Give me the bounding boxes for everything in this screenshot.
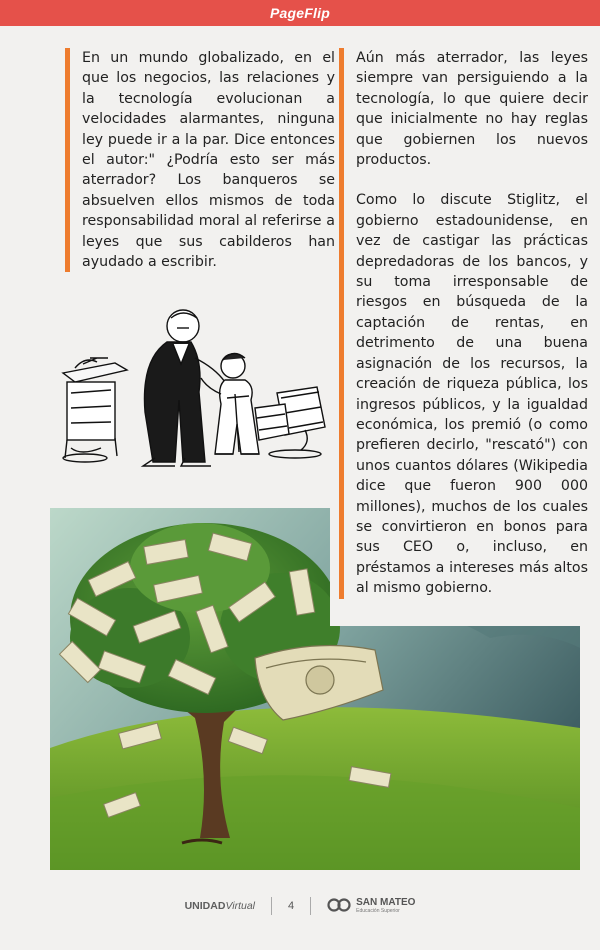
brand-left-bold: UNIDAD	[184, 900, 226, 912]
header-bar	[0, 0, 600, 26]
left-text-column	[65, 48, 335, 272]
footer-divider	[310, 897, 311, 915]
san-mateo-logo-icon	[327, 897, 351, 916]
right-paragraph-1: Aún más aterrador, las leyes siempre van persiguiendo a la tecnología, lo que quiere decir que inicialmente no hay reglas que gobiernen los nuevos productos.	[356, 50, 588, 169]
header-title: PageFlip	[270, 5, 330, 21]
brand-left-italic: Virtual	[225, 900, 256, 912]
right-paragraph-2: Como lo discute Stiglitz, el gobierno estadounidense, en vez de castigar las prácticas depredadoras de los bancos, y su toma irresponsable de riesgos en búsqueda de la captación de rentas, en detrimento de una buena asignación de los recursos, la creación de riqueza pública, los ingresos públicos, y la igualdad económica, los premió (o como prefieren decirlo, "rescató") con unos cuantos dólares (Wikipedia dice que fueron 900 000 millones), muchos de los cuales se convirtieron en bonos para sus CEO o, incluso, en préstamos a intereses más altos al mismo gobierno.	[356, 192, 588, 597]
unidad-virtual-logo	[185, 900, 255, 912]
footer-divider	[271, 897, 272, 915]
left-paragraph: En un mundo globalizado, en el que los negocios, las relaciones y la tecnología evolucionan a velocidades alarmantes, ninguna ley puede ir a la par. Dice entonces el autor:" ¿Podría esto ser más aterrador? Los banqueros se absuelven ellos mismos de toda responsabilidad moral al referirse a leyes que sus cabilderos han ayudado a escribir.	[82, 50, 335, 271]
san-mateo-logo	[327, 897, 415, 916]
brand-right-sub: Educación Superior	[356, 908, 400, 914]
page-number: 4	[288, 900, 295, 912]
brand-right-name: SAN MATEO	[356, 897, 416, 908]
right-text-column	[339, 48, 588, 599]
banker-child-illustration	[55, 298, 331, 478]
footer	[0, 888, 600, 924]
